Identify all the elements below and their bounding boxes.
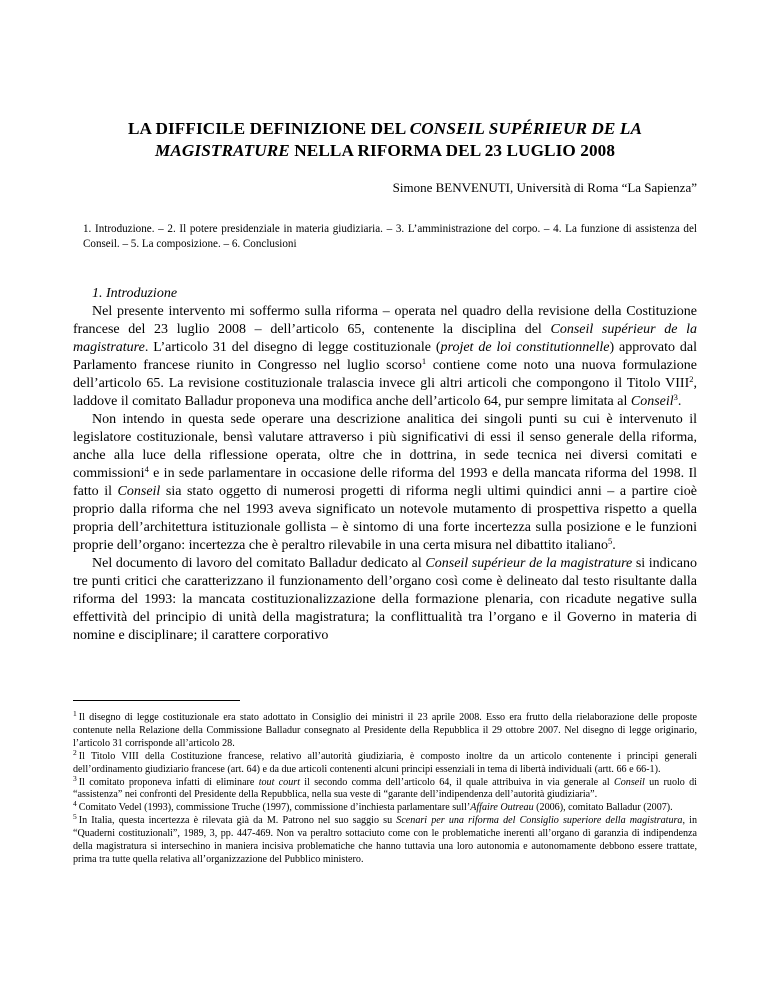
footnote-number: 5 xyxy=(73,812,77,822)
footnote-number: 2 xyxy=(73,747,77,757)
footnote-2: $^2$ Il Titolo VIII della Costituzione francese, relativo all’autorità giudiziaria, è composto inoltre da un articolo contenente i principi generali dell’ordinamento giudiziario francese (art. 64) e da due articoli contenenti alcuni principi essenziali in tema di libertà individuali (artt. 66 e 66-1). xyxy=(73,747,697,775)
footnote-5: $^5$ In Italia, questa incertezza è rilevata già da M. Patrono nel suo saggio su Scenari per una riforma del Consiglio superiore della magistratura, in “Quaderni costituzionali”, 1989, 3, pp. 447-469. Non va peraltro sottaciuto come con le problematiche inerenti all’organo di garanzia di indipendenza della magistratura si intersechino in maniera incisiva problematiche che hanno tuttavia una loro autonomia e autonomamente debbono essere trattate, prima tra tutte quella relativa all’organizzazione del Pubblico ministero. xyxy=(73,812,698,865)
paragraph-2: Non intendo in questa sede operare una descrizione analitica dei singoli punti su cui è intervenuto il legislatore costituzionale, bensì valutare attraverso i più significativi di essi il senso generale della riforma, anche alla luce della riflessione operata, oltre che in dottrina, in sede tecnica nei diversi comitati e commissioni$^4$ e in sede parlamentare in occasione delle riforma del 1993 e della mancata riforma del 1998. Il fatto il Conseil sia stato oggetto di numerosi progetti di riforma negli ultimi quindici anni – a partire cioè proprio dalla riforma che nel 1993 aveva significato un notevole mutamento di prospettiva rispetto a quella propria dell’architettura istituzionale gollista – è sintomo di una forte incertezza sulla posizione e le funzioni proprie dell’organo: incertezza che è peraltro rilevabile in una certa misura nel dibattito italiano$^5$. xyxy=(73,412,698,553)
footnote-ref-2[interactable]: 2 xyxy=(689,374,694,384)
footnote-ref-1[interactable]: 1 xyxy=(421,356,427,366)
footnote-number: 1 xyxy=(73,709,77,718)
section-heading: 1. Introduzione xyxy=(92,286,178,301)
footnote-number: 4 xyxy=(73,799,77,809)
document-title xyxy=(73,118,697,162)
body-text xyxy=(73,285,697,645)
title-text-end: NELLA RIFORMA DEL 23 LUGLIO 2008 xyxy=(289,141,616,160)
title-text: LA DIFFICILE DEFINIZIONE DEL xyxy=(127,119,410,138)
footnote-ref-5[interactable]: 5 xyxy=(608,536,613,546)
footnote-ref-4[interactable]: 4 xyxy=(144,464,149,474)
paragraph-3: Nel documento di lavoro del comitato Balladur dedicato al Conseil supérieur de la magistrature si indicano tre punti critici che caratterizzano il funzionamento dell’organo così come è delineato dal testo risultante dalla riforma del 1993: la mancata costituzionalizzazione della formazione plenaria, con ricadute negative sulla effettività del principio di unità della magistratura; la conflittualità tra l’organo e il Governo in materia di nomine e disciplinare; il carattere corporativo xyxy=(73,556,697,643)
author-line: Simone BENVENUTI, Università di Roma “La Sapienza” xyxy=(392,180,697,195)
paragraph-1: Nel presente intervento mi soffermo sulla riforma – operata nel quadro della revisione della Costituzione francese del 23 luglio 2008 – dell’articolo 65, contenente la disciplina del Conseil supérieur de la magistrature. L’articolo 31 del disegno di legge costituzionale (projet de loi constitutionnelle) approvato dal Parlamento francese riunito in Congresso nel luglio scorso$^1$ contiene come noto una nuova formulazione dell’articolo 65. La revisione costituzionale tralascia invece gli altri articoli che compongono il Titolo VIII$^2$, laddove il comitato Balladur proponeva una modifica anche dell’articolo 64, pur sempre limitata al Conseil$^3$. xyxy=(73,304,698,409)
title-italic-text: CONSEIL SUPÉRIEUR DE LA MAGISTRATURE xyxy=(154,119,643,160)
footnotes xyxy=(73,709,698,867)
footnote-number: 3 xyxy=(73,773,77,783)
footnote-3: $^3$ Il comitato proponeva infatti di eliminare tout court il secondo comma dell’articolo 64, il quale attribuiva in via generale al Conseil un ruolo di “assistenza” nei confronti del Presidente della Repubblica, nella sua veste di “garante dell’indipendenza dell’autorità giudiziaria”. xyxy=(73,773,697,801)
table-of-contents: 1. Introduzione. – 2. Il potere presidenziale in materia giudiziaria. – 3. L’amministrazione del corpo. – 4. La funzione di assistenza del Conseil. – 5. La composizione. – 6. Conclusioni xyxy=(83,223,697,250)
footnote-4: $^4$ Comitato Vedel (1993), commissione Truche (1997), commissione d’inchiesta parlamentare sull’Affaire Outreau (2006), comitato Balladur (2007). xyxy=(73,799,673,814)
footnote-1: $^1$ Il disegno di legge costituzionale era stato adottato in Consiglio dei ministri il 23 aprile 2008. Esso era frutto della rielaborazione delle proposte contenute nella Relazione della Commissione Balladur consegnato al Presidente della Repubblica il 29 ottobre 2007. Nel disegno di legge originario, l’articolo 31 corrisponde all’articolo 28. xyxy=(73,709,697,749)
footnote-separator xyxy=(73,700,240,701)
footnote-ref-3[interactable]: 3 xyxy=(673,392,678,402)
